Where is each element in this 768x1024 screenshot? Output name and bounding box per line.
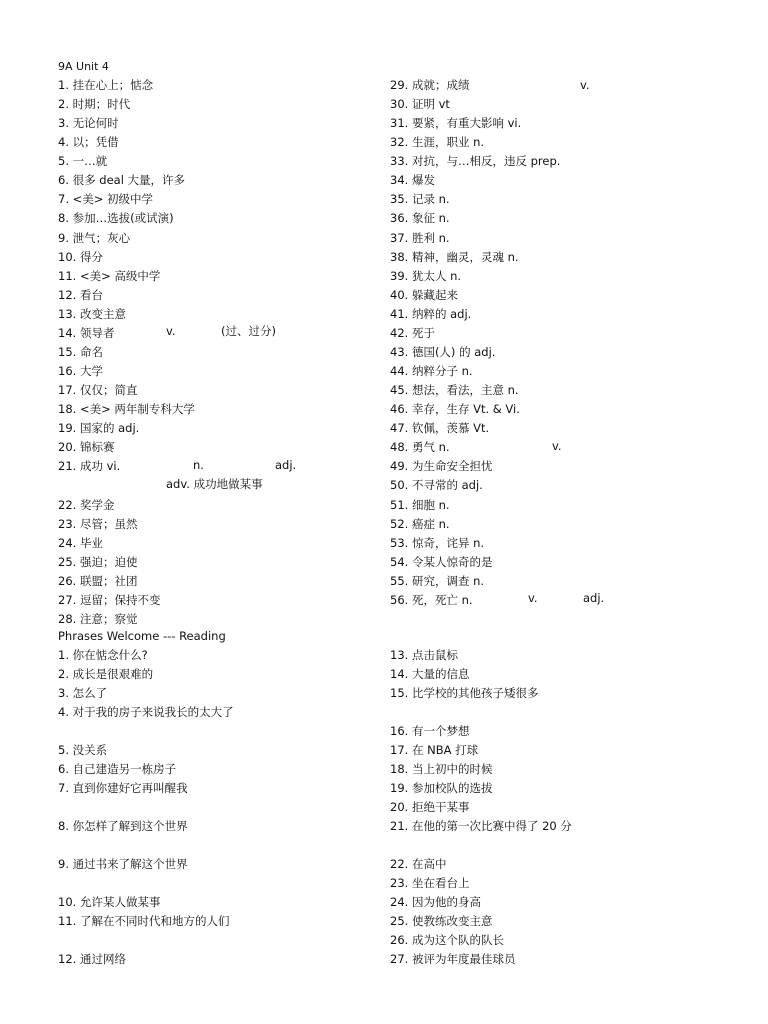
vocab-56-verb: v. xyxy=(528,591,538,605)
phrase-item: 6. 自己建造另一栋房子 xyxy=(58,762,177,776)
vocab-item: 5. 一…就 xyxy=(58,154,108,168)
phrase-item: 18. 当上初中的时候 xyxy=(390,762,493,776)
phrase-item: 4. 对于我的房子来说我长的太大了 xyxy=(58,705,234,719)
phrase-item: 2. 成长是很艰难的 xyxy=(58,667,154,681)
vocab-item: 53. 惊奇，诧异 n. xyxy=(390,536,485,550)
vocab-item: 30. 证明 vt xyxy=(390,97,450,111)
vocab-56-adj: adj. xyxy=(583,591,605,605)
phrase-item: 15. 比学校的其他孩子矮很多 xyxy=(390,686,539,700)
phrase-item: 27. 被评为年度最佳球员 xyxy=(390,952,516,966)
phrase-item: 13. 点击鼠标 xyxy=(390,648,458,662)
vocab-item: 25. 强迫；迫使 xyxy=(58,555,138,569)
vocab-item: 47. 钦佩，羡慕 Vt. xyxy=(390,421,490,435)
vocab-item: 36. 象征 n. xyxy=(390,211,450,225)
vocab-item: 55. 研究，调查 n. xyxy=(390,574,485,588)
vocab-item: 50. 不寻常的 adj. xyxy=(390,478,483,492)
vocab-item: 34. 爆发 xyxy=(390,173,435,187)
vocab-item: 20. 锦标赛 xyxy=(58,440,115,454)
phrase-item: 12. 通过网络 xyxy=(58,952,126,966)
unit-title: 9A Unit 4 xyxy=(58,60,109,73)
vocab-item: 35. 记录 n. xyxy=(390,192,450,206)
vocab-item: 24. 毕业 xyxy=(58,536,103,550)
vocab-21-adv: adv. 成功地做某事 xyxy=(166,477,263,491)
phrase-item: 11. 了解在不同时代和地方的人们 xyxy=(58,914,230,928)
vocab-item: 18. <美> 两年制专科大学 xyxy=(58,402,195,416)
phrase-item: 20. 拒绝干某事 xyxy=(390,800,470,814)
vocab-item: 1. 挂在心上；惦念 xyxy=(58,78,154,92)
vocab-item: 27. 逗留；保持不变 xyxy=(58,593,161,607)
vocab-item: 29. 成就；成绩 xyxy=(390,78,470,92)
vocab-item: 45. 想法，看法，主意 n. xyxy=(390,383,519,397)
vocab-item: 19. 国家的 adj. xyxy=(58,421,140,435)
vocab-item: 4. 以；凭借 xyxy=(58,135,119,149)
vocab-item: 31. 要紧，有重大影响 vi. xyxy=(390,116,522,130)
vocab-item: 40. 躲藏起来 xyxy=(390,288,458,302)
vocab-item: 12. 看台 xyxy=(58,288,103,302)
vocab-item: 16. 大学 xyxy=(58,364,103,378)
vocab-item: 23. 尽管；虽然 xyxy=(58,517,138,531)
phrase-item: 26. 成为这个队的队长 xyxy=(390,933,504,947)
vocab-item: 11. <美> 高级中学 xyxy=(58,269,161,283)
vocab-48-verb: v. xyxy=(552,439,562,453)
vocab-item: 38. 精神，幽灵，灵魂 n. xyxy=(390,250,519,264)
phrase-item: 16. 有一个梦想 xyxy=(390,724,470,738)
vocab-14-verb: v. xyxy=(166,324,176,338)
vocab-21-noun: n. xyxy=(193,458,204,472)
vocab-item: 48. 勇气 n. xyxy=(390,440,450,454)
phrase-item: 17. 在 NBA 打球 xyxy=(390,743,479,757)
vocab-14-note: (过、过分) xyxy=(221,324,276,338)
phrase-item: 19. 参加校队的选拔 xyxy=(390,781,493,795)
phrase-item: 9. 通过书来了解这个世界 xyxy=(58,857,188,871)
vocab-item: 32. 生涯，职业 n. xyxy=(390,135,485,149)
phrase-item: 24. 因为他的身高 xyxy=(390,895,481,909)
vocab-item: 26. 联盟；社团 xyxy=(58,574,138,588)
vocab-item: 46. 幸存，生存 Vt. & Vi. xyxy=(390,402,520,416)
vocab-item: 15. 命名 xyxy=(58,345,103,359)
vocab-item: 33. 对抗，与…相反，违反 prep. xyxy=(390,154,561,168)
vocab-item: 42. 死于 xyxy=(390,326,435,340)
phrases-title: Phrases Welcome --- Reading xyxy=(58,629,226,643)
vocab-29-verb: v. xyxy=(580,78,590,92)
vocab-item: 13. 改变主意 xyxy=(58,307,126,321)
vocab-item: 8. 参加…选拔(或试演) xyxy=(58,211,174,225)
phrase-item: 23. 坐在看台上 xyxy=(390,876,470,890)
phrase-item: 1. 你在惦念什么? xyxy=(58,648,148,662)
vocab-item: 52. 癌症 n. xyxy=(390,517,450,531)
vocab-item: 56. 死，死亡 n. xyxy=(390,593,473,607)
vocab-item: 2. 时期；时代 xyxy=(58,97,131,111)
vocab-item: 7. <美> 初级中学 xyxy=(58,192,154,206)
vocab-item: 39. 犹太人 n. xyxy=(390,269,462,283)
vocab-item: 41. 纳粹的 adj. xyxy=(390,307,472,321)
phrase-item: 21. 在他的第一次比赛中得了 20 分 xyxy=(390,819,572,833)
phrase-item: 14. 大量的信息 xyxy=(390,667,470,681)
phrase-item: 25. 使教练改变主意 xyxy=(390,914,493,928)
vocab-item: 3. 无论何时 xyxy=(58,116,119,130)
vocab-item: 22. 奖学金 xyxy=(58,498,115,512)
vocab-item: 6. 很多 deal 大量，许多 xyxy=(58,173,186,187)
vocab-item: 28. 注意；察觉 xyxy=(58,612,138,626)
phrase-item: 8. 你怎样了解到这个世界 xyxy=(58,819,188,833)
vocab-item: 51. 细胞 n. xyxy=(390,498,450,512)
vocab-item: 14. 领导者 xyxy=(58,326,115,340)
vocab-item: 9. 泄气；灰心 xyxy=(58,231,131,245)
vocab-item: 21. 成功 vi. xyxy=(58,459,121,473)
vocab-item: 10. 得分 xyxy=(58,250,103,264)
vocab-21-adj: adj. xyxy=(275,458,297,472)
phrase-item: 10. 允许某人做某事 xyxy=(58,895,161,909)
phrase-item: 7. 直到你建好它再叫醒我 xyxy=(58,781,188,795)
phrase-item: 5. 没关系 xyxy=(58,743,108,757)
vocab-item: 17. 仅仅；简直 xyxy=(58,383,138,397)
vocab-item: 37. 胜利 n. xyxy=(390,231,450,245)
vocab-item: 54. 令某人惊奇的是 xyxy=(390,555,493,569)
phrase-item: 3. 怎么了 xyxy=(58,686,108,700)
vocab-item: 49. 为生命安全担忧 xyxy=(390,459,493,473)
vocab-item: 43. 德国(人) 的 adj. xyxy=(390,345,496,359)
phrase-item: 22. 在高中 xyxy=(390,857,447,871)
vocab-item: 44. 纳粹分子 n. xyxy=(390,364,473,378)
